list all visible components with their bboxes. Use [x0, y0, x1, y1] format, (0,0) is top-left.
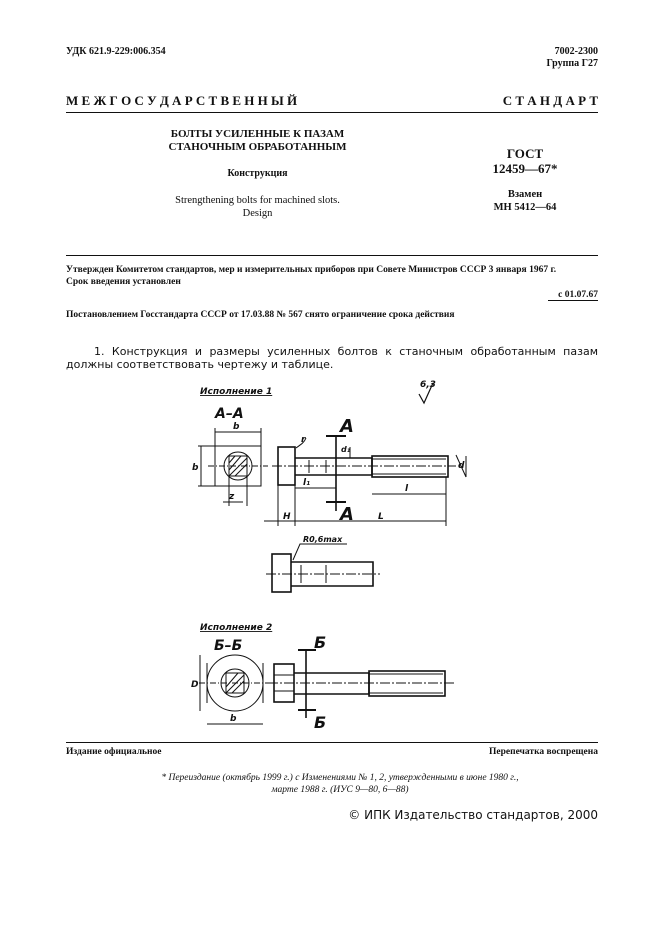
label-H: H	[283, 512, 291, 522]
title-subtitle: Конструкция	[227, 168, 288, 179]
detail-head	[272, 554, 291, 592]
cut-a-label-bottom: А	[340, 504, 354, 525]
replaces-value: МН 5412—64	[493, 202, 557, 213]
variant1-label: Исполнение 1	[200, 387, 273, 397]
reissue-note	[130, 772, 550, 796]
label-l: l	[405, 484, 409, 494]
label-b-left: b	[192, 463, 199, 473]
title-english-2: Design	[242, 208, 273, 219]
label-l1: l₁	[303, 478, 311, 488]
label-z: z	[229, 492, 235, 502]
cut-a-label-top: А	[340, 416, 354, 437]
cut-b-label-bottom: Б	[314, 713, 327, 732]
section-a-hatch-4	[229, 456, 235, 463]
decree-text: Постановлением Госстандарта СССР от 17.03.88 № 567 снято ограничение срока действия	[66, 310, 455, 320]
label-b-variant2: b	[230, 714, 237, 724]
label-d1: d₁	[341, 445, 351, 454]
section-b-hatch-1	[226, 673, 238, 687]
banner-word-interstate: М Е Ж Г О С У Д А Р С Т В Е Н Н Ы Й	[66, 93, 298, 108]
detail-radius-leader	[293, 544, 347, 560]
footer-reprint-prohibited: Перепечатка воспрещена	[488, 747, 598, 757]
label-b-top: b	[233, 422, 240, 432]
approval-line-1: Утвержден Комитетом стандартов, мер и измерительных приборов при Совете Министров СССР 3 января 1967 г.	[66, 265, 557, 275]
label-r: r	[301, 435, 306, 445]
gost-number: 12459—67*	[492, 161, 558, 176]
title-english-1: Strengthening bolts for machined slots.	[175, 195, 340, 206]
footer-official-edition: Издание официальное	[66, 747, 162, 757]
title-line-1: БОЛТЫ УСИЛЕННЫЕ К ПАЗАМ	[170, 128, 345, 140]
cut-b-label-top: Б	[314, 633, 327, 652]
surface-roughness-value: 6,3	[420, 380, 436, 390]
label-D: D	[191, 680, 199, 690]
variant2-label: Исполнение 2	[200, 623, 273, 633]
label-d: d	[458, 461, 465, 471]
copyright: © ИПК Издательство стандартов, 2000	[348, 808, 598, 822]
reissue-note-line-1: * Переиздание (октябрь 1999 г.) с Изменениями № 1, 2, утвержденными в июне 1980 г.,	[161, 773, 519, 783]
udk-code: УДК 621.9-229:006.354	[66, 46, 166, 57]
effective-date: с 01.07.67	[558, 290, 598, 300]
title-line-2: СТАНОЧНЫМ ОБРАБОТАННЫМ	[168, 141, 347, 153]
label-L: L	[378, 512, 384, 522]
banner-word-standard: С Т А Н Д А Р Т	[502, 93, 598, 108]
group-code: Группа Г27	[546, 58, 598, 69]
section-a-hatch-1	[229, 456, 241, 470]
gost-label: ГОСТ	[506, 146, 544, 161]
section-b-label: Б–Б	[214, 638, 243, 654]
clause-1-text: 1. Конструкция и размеры усиленных болтов к станочным обработанным пазам должны соответствовать чертежу и таблице.	[66, 345, 598, 371]
radius-note: R0,6max	[303, 535, 343, 544]
classification-code: 7002-2300	[554, 46, 598, 57]
section-a-label: А–А	[215, 406, 244, 422]
approval-line-2: Срок введения установлен	[66, 277, 181, 287]
footer-rule	[66, 742, 598, 743]
reissue-note-line-2: марте 1988 г. (ИУС 9—80, 6—88)	[271, 785, 409, 795]
replaces-label: Взамен	[507, 189, 543, 200]
